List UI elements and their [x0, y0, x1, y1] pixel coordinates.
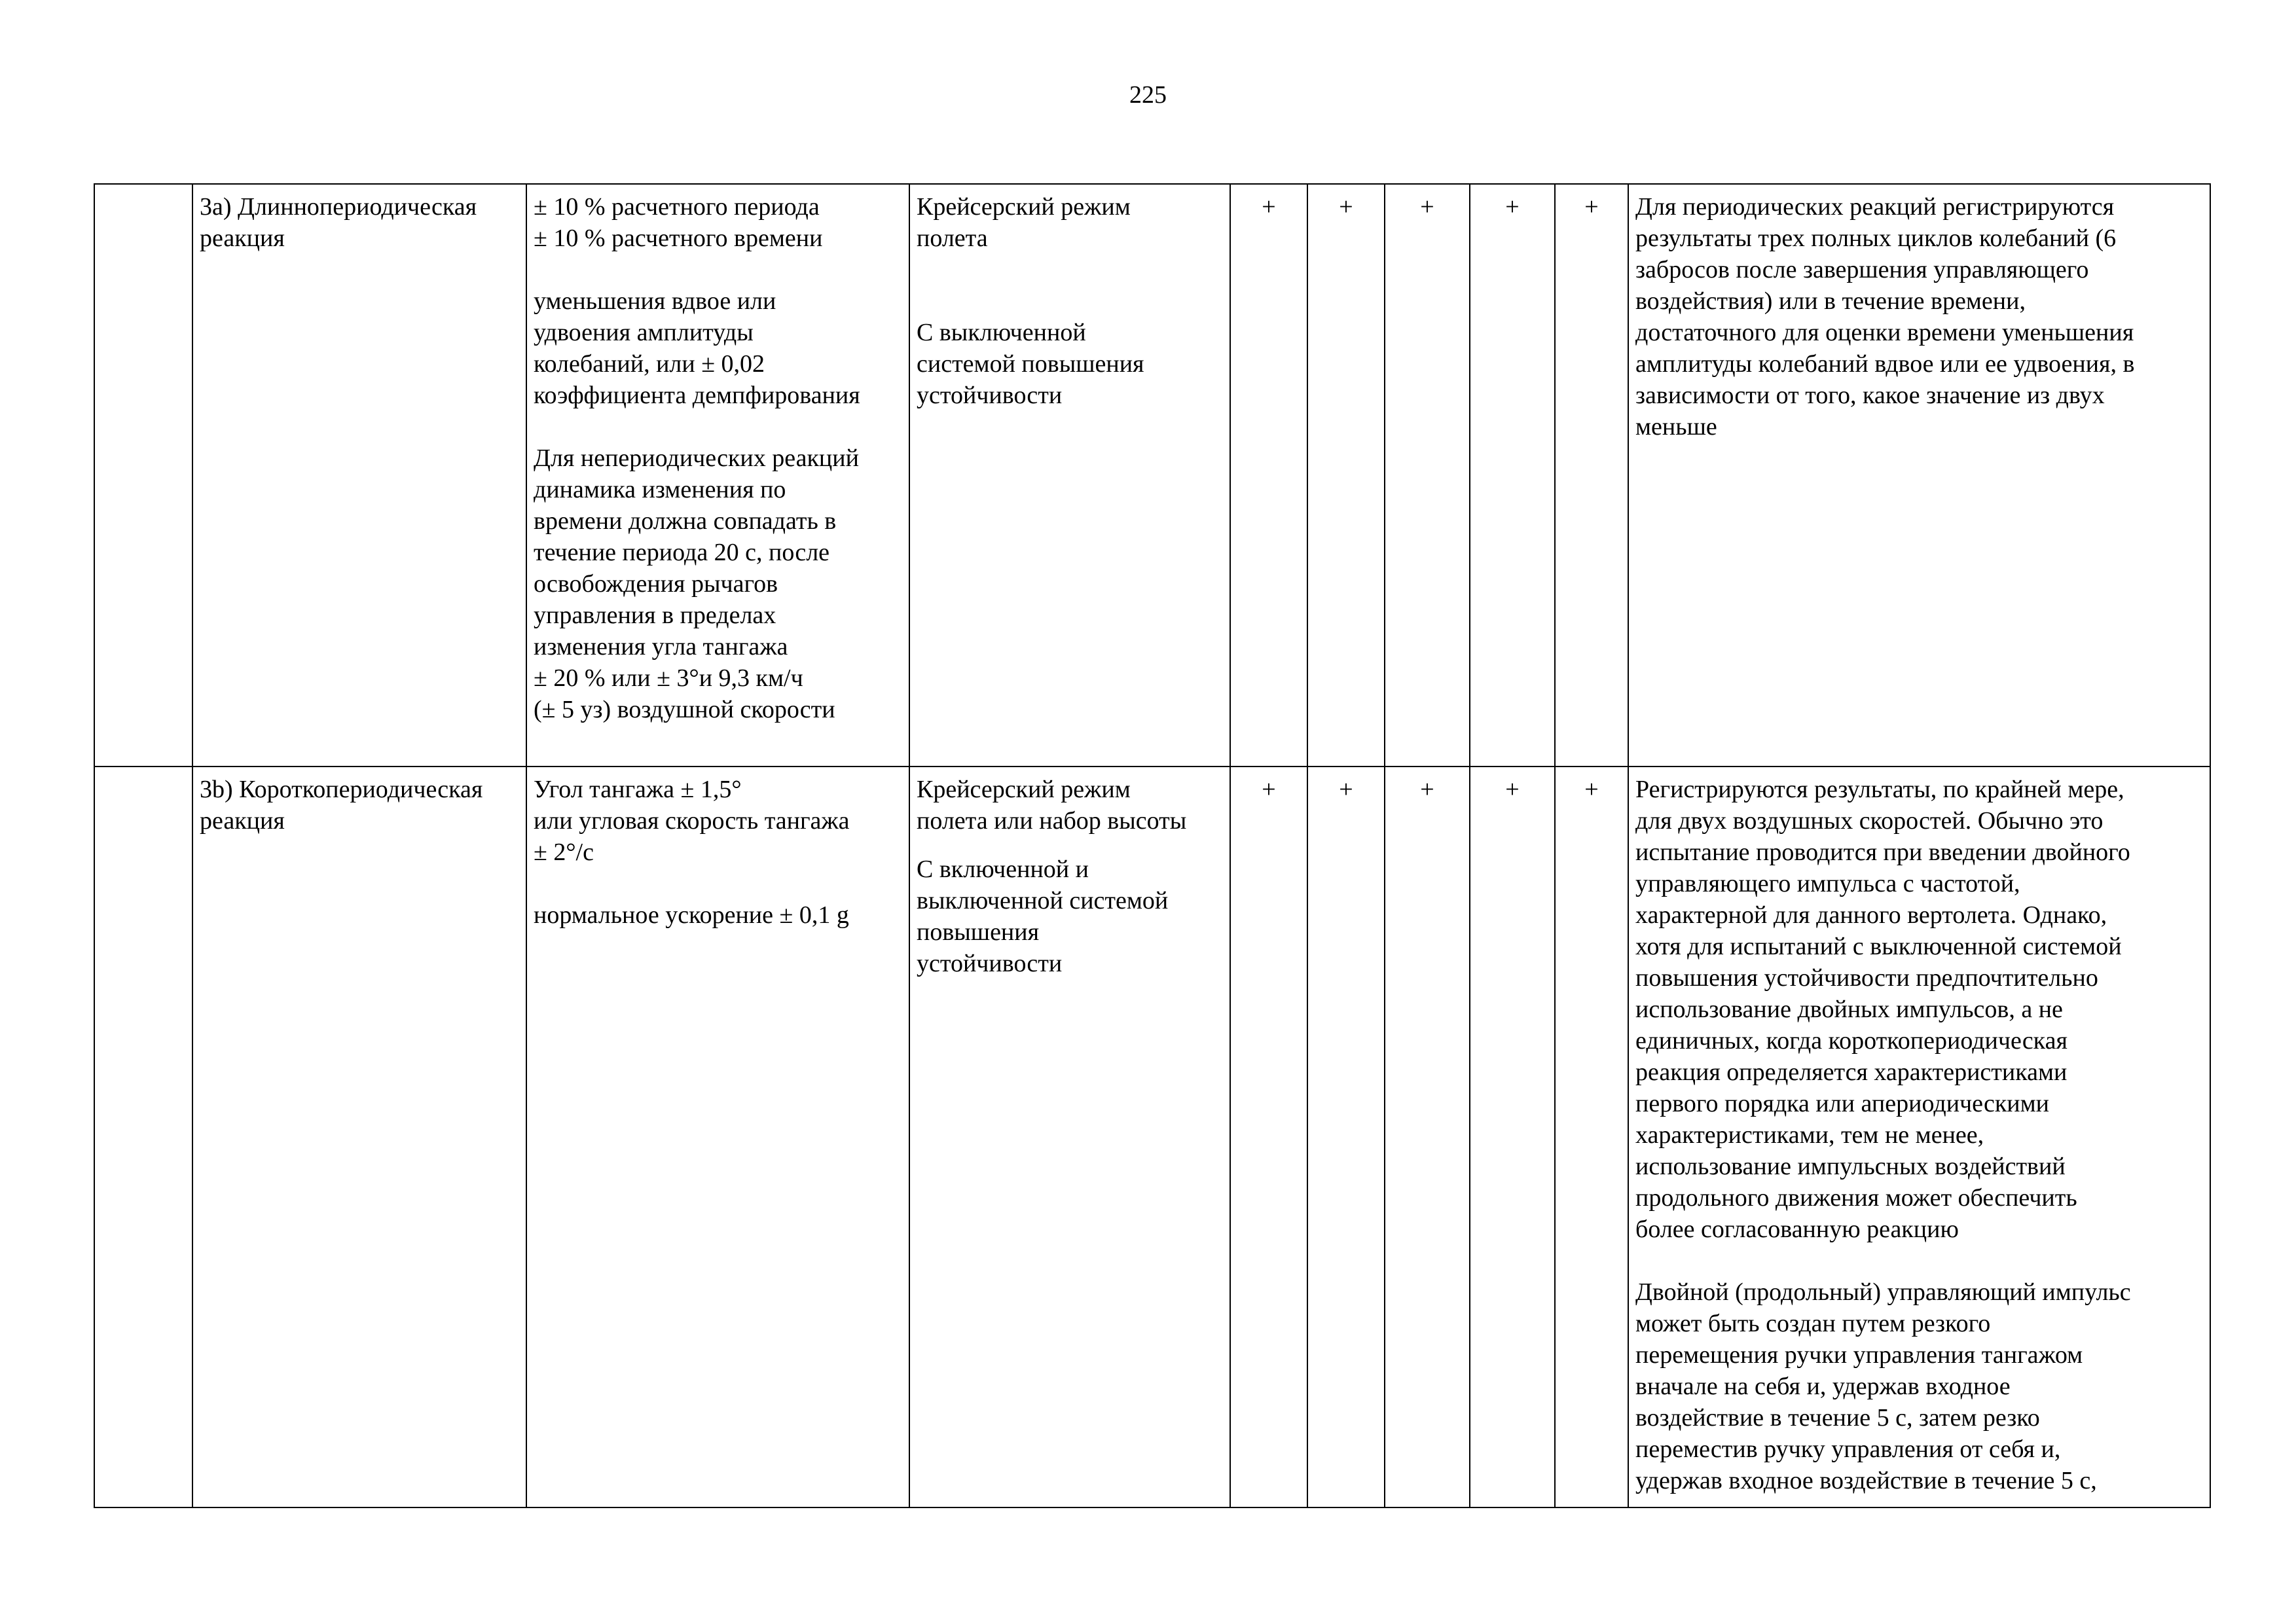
tolerance-text: нормальное ускорение ± 0,1 g: [534, 901, 849, 929]
number-cell: [94, 184, 192, 767]
comments-cell: [1628, 767, 2210, 1507]
test-name: 3a) Длиннопериодическая реакция: [200, 193, 477, 252]
tolerance-cell: [526, 184, 909, 767]
page-number: 225: [1129, 81, 1167, 109]
comments-text: Регистрируются результаты, по крайней мере, для двух воздушных скоростей. Обычно это испытание проводится при введении двойного управляющего импульса с частотой, характерной для данного вертолета. Однако, хотя для испытаний с выключенной системой повышения устойчивости предпочтительно использование двойных импульсов, а не единичных, когда короткопериодическая реакция определяется характеристиками первого порядка или апериодическими характеристиками, тем не менее, использование импульсных воздействий продольного движения может обеспечить более согласованную реакцию: [1635, 776, 2130, 1243]
conditions-text: С выключенной системой повышения устойчивости: [917, 319, 1144, 409]
applicability-mark: +: [1230, 767, 1307, 1507]
tolerance-text: уменьшения вдвое или удвоения амплитуды колебаний, или ± 0,02 коэффициента демпфирования: [534, 287, 860, 409]
conditions-text: Крейсерский режим полета: [917, 193, 1131, 252]
number-cell: [94, 767, 192, 1507]
tolerance-cell: [526, 767, 909, 1507]
table-row: [94, 767, 2210, 1507]
comments-text: Для периодических реакций регистрируются результаты трех полных циклов колебаний (6 забросов после завершения управляющего воздействия) или в течение времени, достаточного для оценки времени уменьшения амплитуды колебаний вдвое или ее удвоения, в зависимости от того, какое значение из двух меньше: [1635, 193, 2135, 441]
applicability-mark: +: [1555, 767, 1628, 1507]
tolerance-text: ± 10 % расчетного времени: [534, 225, 823, 252]
comments-text: Двойной (продольный) управляющий импульс может быть создан путем резкого перемещения ручки управления тангажом вначале на себя и, удержав входное воздействие в течение 5 с, затем резко переместив ручку управления от себя и, удержав входное воздействие в течение 5 с,: [1635, 1278, 2131, 1494]
applicability-mark: +: [1385, 184, 1470, 767]
test-name: 3b) Короткопериодическая реакция: [200, 776, 483, 835]
applicability-mark: +: [1385, 767, 1470, 1507]
conditions-text: Крейсерский режим полета или набор высоты: [917, 776, 1187, 835]
applicability-mark: +: [1307, 767, 1385, 1507]
applicability-mark: +: [1470, 767, 1555, 1507]
conditions-cell: [909, 767, 1230, 1507]
applicability-mark: +: [1555, 184, 1628, 767]
table-row: [94, 184, 2210, 767]
test-requirements-table: [94, 183, 2211, 1508]
applicability-mark: +: [1470, 184, 1555, 767]
test-name-cell: [192, 767, 526, 1507]
tolerance-text: Угол тангажа ± 1,5° или угловая скорость тангажа ± 2°/с: [534, 776, 850, 866]
applicability-mark: +: [1230, 184, 1307, 767]
comments-cell: [1628, 184, 2210, 767]
tolerance-text: ± 10 % расчетного периода: [534, 193, 820, 221]
conditions-cell: [909, 184, 1230, 767]
conditions-text: С включенной и выключенной системой повышения устойчивости: [917, 856, 1169, 977]
tolerance-text: Для непериодических реакций динамика изменения по времени должна совпадать в течение периода 20 с, после освобождения рычагов управления в пределах изменения угла тангажа ± 20 % или ± 3°и 9,3 км/ч (± 5 уз) воздушной скорости: [534, 444, 859, 723]
applicability-mark: +: [1307, 184, 1385, 767]
test-name-cell: [192, 184, 526, 767]
